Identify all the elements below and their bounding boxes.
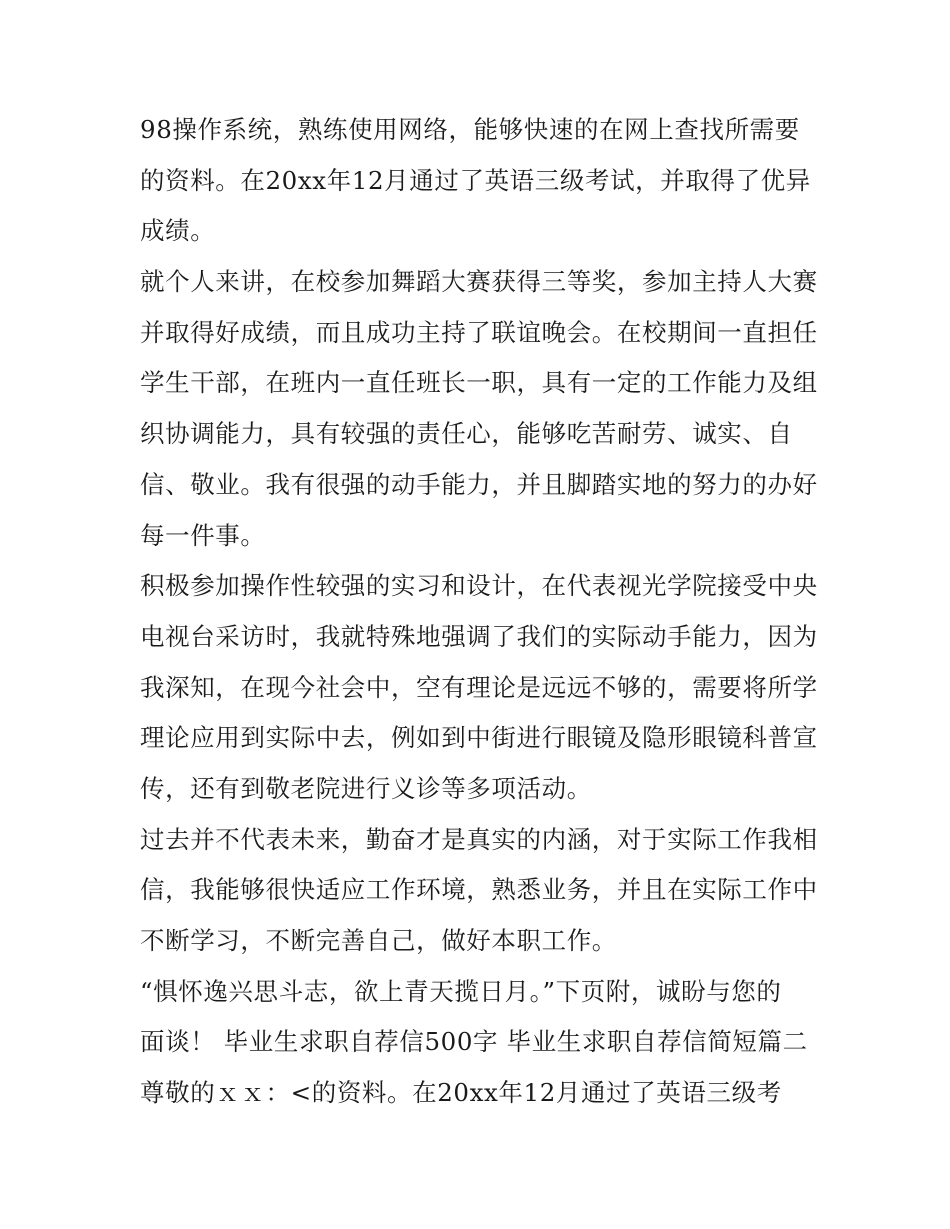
text-line: 的资料。在20xx年12月通过了英语三级考试，并取得了优异 <box>140 165 811 195</box>
text-line: 信、敬业。我有很强的动手能力，并且脚踏实地的努力的办好 <box>140 469 818 499</box>
text-line: “惧怀逸兴思斗志，欲上青天揽日月。”下页附，诚盼与您的 <box>140 976 782 1006</box>
text-line: 就个人来讲，在校参加舞蹈大赛获得三等奖，参加主持人大赛 <box>140 267 818 297</box>
text-line: 并取得好成绩，而且成功主持了联谊晚会。在校期间一直担任 <box>140 317 818 347</box>
text-line: 织协调能力，具有较强的责任心，能够吃苦耐劳、诚实、自 <box>140 419 793 449</box>
text-line: 过去并不代表未来，勤奋才是真实的内涵，对于实际工作我相 <box>140 824 818 854</box>
text-line: 面谈！ 毕业生求职自荐信500字 毕业生求职自荐信简短篇二 <box>140 1027 808 1057</box>
text-line: 积极参加操作性较强的实习和设计，在代表视光学院接受中央 <box>140 571 818 601</box>
text-line: 信，我能够很快适应工作环境，熟悉业务，并且在实际工作中 <box>140 875 818 905</box>
text-line: 电视台采访时，我就特殊地强调了我们的实际动手能力，因为 <box>140 621 818 651</box>
text-line: 学生干部，在班内一直任班长一职，具有一定的工作能力及组 <box>140 368 818 398</box>
text-line: 尊敬的ｘｘ：<的资料。在20xx年12月通过了英语三级考 <box>140 1078 782 1108</box>
text-line: 不断学习，不断完善自己，做好本职工作。 <box>140 926 617 955</box>
text-line: 每一件事。 <box>140 520 266 550</box>
body-text <box>140 105 820 1119</box>
text-line: 成绩。 <box>140 216 216 246</box>
text-line: 98操作系统，熟练使用网络，能够快速的在网上查找所需要 <box>140 115 800 144</box>
text-line: 我深知，在现今社会中，空有理论是远远不够的，需要将所学 <box>140 672 818 702</box>
text-line: 理论应用到实际中去，例如到中街进行眼镜及隐形眼镜科普宣 <box>140 723 818 753</box>
text-line: 传，还有到敬老院进行义诊等多项活动。 <box>140 773 592 803</box>
